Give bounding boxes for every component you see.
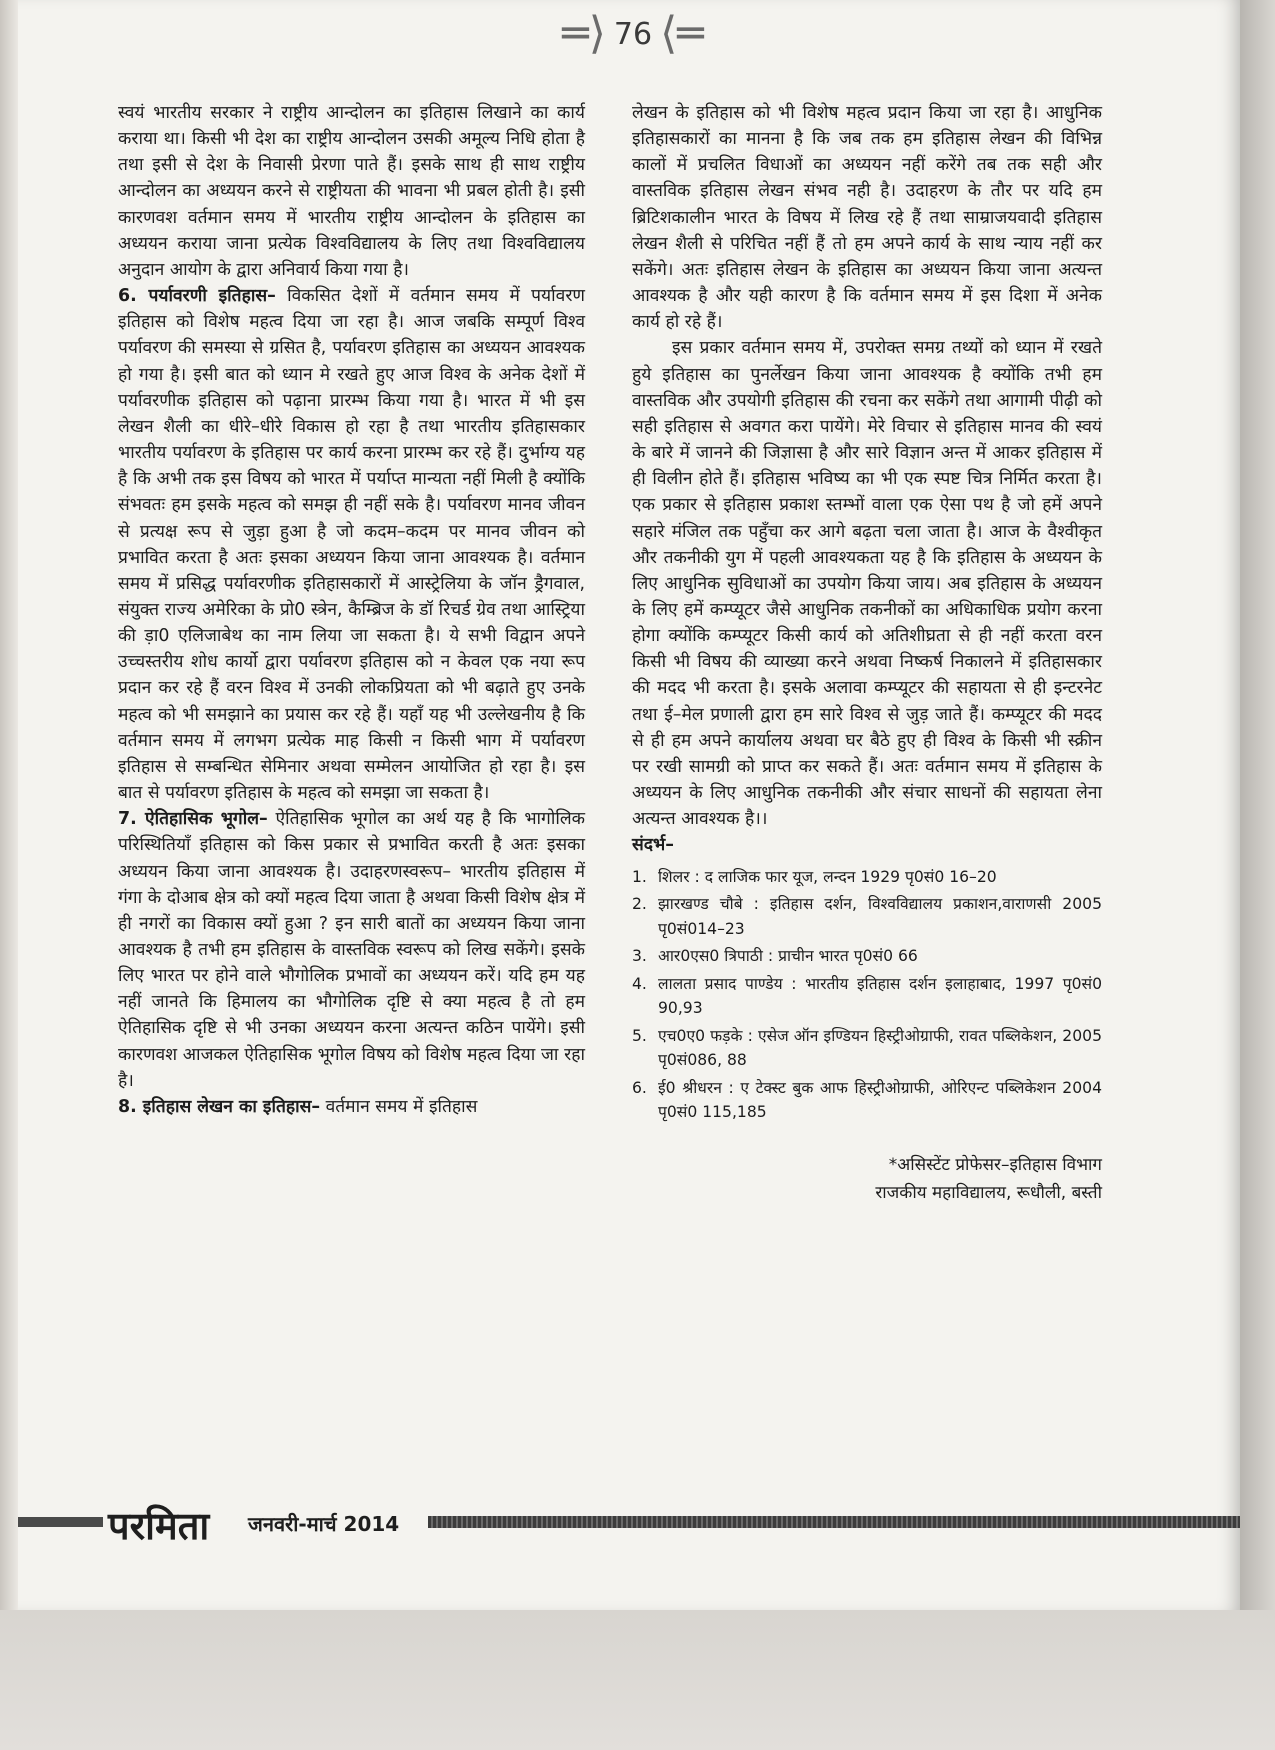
reference-item: 5. एच0ए0 फड़के : एसेज ऑन इण्डियन हिस्ट्रीओग्राफी, रावत पब्लिकेशन, 2005 पृ0सं086, 88 [632,1026,1102,1070]
reference-item: 6. ई0 श्रीधरन : ए टेक्स्ट बुक आफ हिस्ट्रीओग्राफी, ओरिएन्ट पब्लिकेशन 2004 पृ0सं0 115,185 [632,1078,1102,1122]
scan-bottom-margin [0,1610,1275,1750]
references-title: संदर्भ– [632,835,674,856]
section-text: वर्तमान समय में इतिहास [320,1096,478,1117]
section-environmental-history [118,283,585,806]
reference-item: 2. झारखण्ड चौबे : इतिहास दर्शन, विश्वविद्यालय प्रकाशन,वाराणसी 2005 पृ0सं014–23 [632,895,1102,938]
page-number-header [553,10,713,58]
ornament-left: ═⟩ [562,8,606,59]
references-list [632,865,1102,1125]
section-text: विकसित देशों में वर्तमान समय में पर्यावरण इतिहास को विशेष महत्व दिया जा रहा है। आज जबकि सम्पूर्ण विश्व पर्यावरण की समस्या से ग्रसित है, पर्यावरण इतिहास का अध्ययन आवश्यक हो गया है। इसी बात को ध्यान मे रखते हुए आज विश्व के अनेक देशों में पर्यावरणीक इतिहास को पढ़ाना प्रारम्भ किया गया है। भारत में भी इस लेखन शैली का धीरे–धीरे विकास हो रहा है तथा भारतीय इतिहासकार भारतीय पर्यावरण के इतिहास पर कार्य करना प्रारम्भ कर रहे हैं। दुर्भाग्य यह है कि अभी तक इस विषय को भारत में पर्याप्त मान्यता नहीं मिली है क्योंकि संभवतः हम इसके महत्व को समझ ही नहीं सके है। पर्यावरण मानव जीवन से प्रत्यक्ष रूप से जुड़ा हुआ है जो कदम–कदम पर मानव जीवन को प्रभावित करता है अतः इसका अध्ययन किया जाना आवश्यक है। वर्तमान समय में प्रसिद्ध पर्यावरणीक इतिहासकारों में आस्ट्रेलिया के जॉन ड्रैगवाल, संयुक्त राज्य अमेरिका के प्रो0 स्त्रेन, कैम्ब्रिज के डॉ रिचर्ड ग्रेव तथा आस्ट्रिया की ड़ा0 एलिजाबेथ का नाम लिया जा सकता है। ये सभी विद्वान अपने उच्चस्तरीय शोध कार्यो द्वारा पर्यावरण इतिहास को न केवल एक नया रूप प्रदान कर रहे हैं वरन विश्व में उनकी लोकप्रियता को भी बढ़ाते हुए उनके महत्व को भी समझाने का प्रयास कर रहे हैं। यहाँ यह भी उल्लेखनीय है कि वर्तमान समय में लगभग प्रत्येक माह किसी न किसी भाग में पर्यावरण इतिहास से सम्बन्धित सेमिनार अथवा सम्मेलन आयोजित हो रहा है। इस बात से पर्यावरण इतिहास के महत्व को समझा जा सकता है। [118,286,586,804]
paragraph-national-movement: स्वयं भारतीय सरकार ने राष्ट्रीय आन्दोलन का इतिहास लिखाने का कार्य कराया था। किसी भी देश का राष्ट्रीय आन्दोलन उसकी अमूल्य निधि होता है तथा इसी से देश के निवासी प्रेरणा पाते हैं। इसके साथ ही साथ राष्ट्रीय आन्दोलन का अध्ययन करने से राष्ट्रीयता की भावना भी प्रबल होती है। इसी कारणवश वर्तमान समय में भारतीय राष्ट्रीय आन्दोलन के इतिहास का अध्ययन कराया जाना प्रत्येक विश्वविद्यालय के लिए तथा विश्वविद्यालय अनुदान आयोग के द्वारा अनिवार्य किया गया है। [118,103,585,280]
section-historiography [118,1094,585,1120]
section-heading: 7. ऐतिहासिक भूगोल– [118,809,268,830]
left-column [118,100,585,1120]
paragraph-historiography-cont: लेखन के इतिहास को भी विशेष महत्व प्रदान किया जा रहा है। आधुनिक इतिहासकारों का मानना है कि जब तक हम इतिहास लेखन की विभिन्न कालों में प्रचलित विधाओं का अध्ययन नहीं करेंगे तब तक सही और वास्तविक इतिहास लेखन संभव नही है। उदाहरण के तौर पर यदि हम ब्रिटिशकालीन भारत के विषय में लिख रहे हैं तथा साम्राजयवादी इतिहास लेखन शैली से परिचित नहीं हैं तो हम अपने कार्य के साथ न्याय नहीं कर सकेंगे। अतः इतिहास लेखन के इतिहास का अध्ययन किया जाना अत्यन्त आवश्यक है और यही कारण है कि वर्तमान समय में इस दिशा में अनेक कार्य हो रहे हैं। [632,103,1102,333]
author-designation: *असिस्टेंट प्रोफेसर–इतिहास विभाग [888,1154,1102,1175]
author-institution: राजकीय महाविद्यालय, रूधौली, बस्ती [875,1182,1102,1203]
reference-item: 3. आर0एस0 त्रिपाठी : प्राचीन भारत पृ0सं0 66 [632,947,918,966]
section-text: ऐतिहासिक भूगोल का अर्थ यह है कि भागोलिक परिस्थितियाँ इतिहास को किस प्रकार से प्रभावित करती है अतः इसका अध्ययन किया जाना आवश्यक है। उदाहरणस्वरूप– भारतीय इतिहास में गंगा के दोआब क्षेत्र को क्यों महत्व दिया जाता है अथवा किसी विशेष क्षेत्र में ही नगरों का विकास क्यों हुआ ? इन सारी बातों का अध्ययन किया जाना आवश्यक है तभी हम इतिहास के वास्तविक स्वरूप को लिख सकेंगे। इसके लिए भारत पर होने वाले भौगोलिक प्रभावों का अध्ययन करें। यदि हम यह नहीं जानते कि हिमालय का भौगोलिक दृष्टि से क्या महत्व है तो हम ऐतिहासिक दृष्टि से भी उनका अध्ययन करना अत्यन्त कठिन पायेंगे। इसी कारणवश आजकल ऐतिहासिक भूगोल विषय को विशेष महत्व दिया जा रहा है। [118,809,585,1091]
issue-date: जनवरी-मार्च 2014 [248,1512,400,1536]
reference-item: 1. शिलर : द लाजिक फार यूज, लन्दन 1929 पृ0सं0 16–20 [632,867,997,886]
section-heading: 8. इतिहास लेखन का इतिहास– [118,1096,321,1117]
page-number: 76 [613,16,653,52]
footer-rule-right [428,1516,1240,1528]
reference-item: 4. लालता प्रसाद पाण्डेय : भारतीय इतिहास दर्शन इलाहाबाद, 1997 पृ0सं0 90,93 [632,974,1102,1018]
page-left-edge [0,0,18,1610]
paragraph-conclusion: इस प्रकार वर्तमान समय में, उपरोक्त समग्र तथ्यों को ध्यान में रखते हुये इतिहास का पुनर्लेखन किया जाना आवश्यक है क्योंकि तभी हम वास्तविक और उपयोगी इतिहास की रचना कर सकेंगे तथा आगामी पीढ़ी को सही इतिहास से अवगत करा पायेंगे। मेरे विचार से इतिहास मानव की स्वयं के बारे में जानने की जिज्ञासा है और सारे विज्ञान अन्त में आकर इतिहास में ही विलीन होते हैं। इतिहास भविष्य का भी एक स्पष्ट चित्र निर्मित करता है। एक प्रकार से इतिहास प्रकाश स्तम्भों वाला एक ऐसा पथ है जो हमें अपने सहारे मंजिल तक पहुँचा कर आगे बढ़ता चला जाता है। आज के वैश्वीकृत और तकनीकी युग में पहली आवश्यकता यह है कि इतिहास के अध्ययन के लिए आधुनिक सुविधाओं का उपयोग किया जाय। अब इतिहास के अध्ययन के लिए हमें कम्प्यूटर जैसे आधुनिक तकनीकों का अधिकाधिक प्रयोग करना होगा क्योंकि कम्प्यूटर किसी कार्य को अतिशीघ्रता से ही नहीं करता वरन किसी भी विषय की व्याख्या करने अथवा निष्कर्ष निकालने में इतिहासकार की मदद भी करता है। इसके अलावा कम्प्यूटर की सहायता से ही इन्टरनेट तथा ई–मेल प्रणाली द्वारा हम सारे विश्व से जुड़ जाते हैं। कम्प्यूटर की मदद से ही हम अपने कार्यालय अथवा घर बैठे हुए ही विश्व के किसी भी स्क्रीन पर रखी सामग्री को प्राप्त कर सकते हैं। अतः वर्तमान समय में इतिहास के अध्ययन के लिए आधुनिक तकनीकी और संचार साधनों की सहायता लेना अत्यन्त आवश्यक है।। [632,338,1102,830]
section-historical-geography [118,806,585,1094]
section-heading: 6. पर्यावरणी इतिहास– [118,286,276,307]
footer-rule-left [18,1517,103,1527]
next-page-edge [1240,0,1275,1610]
journal-name: परमिता [108,1504,210,1548]
author-affiliation [632,1151,1102,1207]
right-column [632,100,1102,1207]
page-footer [18,1504,1240,1548]
ornament-right: ⟨═ [660,8,704,59]
